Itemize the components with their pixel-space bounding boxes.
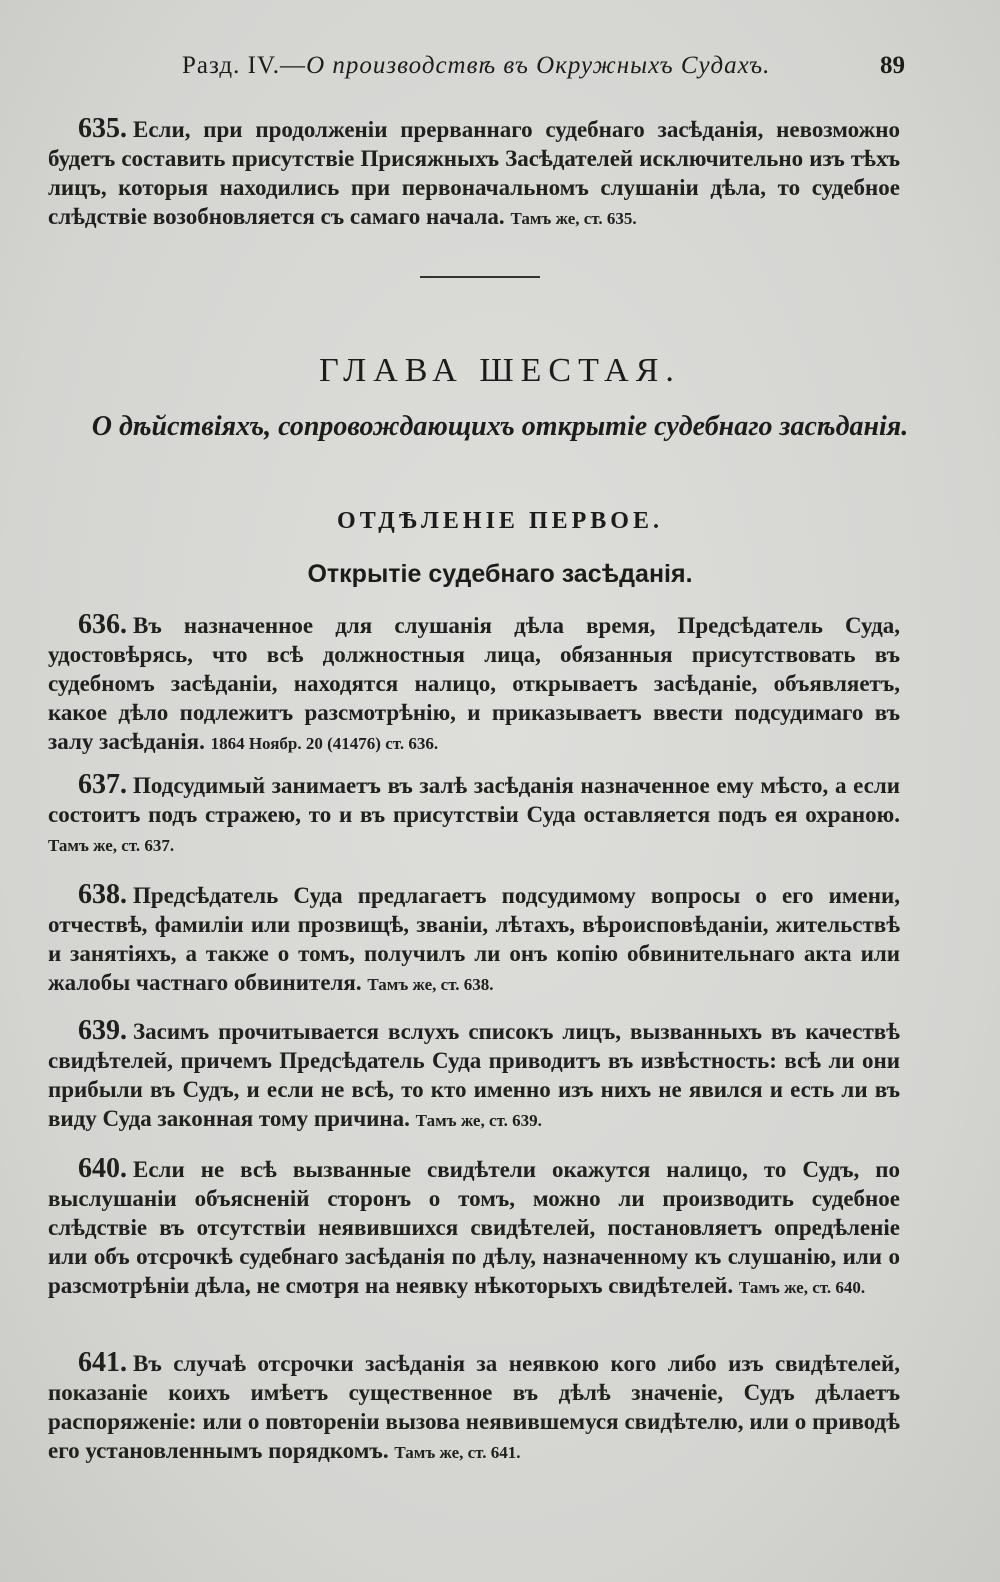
article-text: Въ случаѣ отсрочки засѣданія за неявкою кого либо изъ свидѣтелей, показаніе коихъ имѣетъ существенное въ дѣлѣ значеніе, Судъ дѣлаетъ распоряженіе: или о повтореніи вызова неявившемуся свидѣтелю, или о приводѣ его установленнымъ порядкомъ. xyxy=(48,1351,900,1463)
section-subtitle: Открытіе судебнаго засѣданія. xyxy=(307,560,693,588)
article-text: Въ назначенное для слушанія дѣла время, Предсѣдатель Суда, удостовѣрясь, что всѣ должностныя лица, обязанныя присутствовать въ судебномъ засѣданіи, находятся налицо, открываетъ засѣданіе, объявляетъ, какое дѣло подлежитъ разсмотрѣнію, и приказываетъ ввести подсудимаго въ залу засѣданія. xyxy=(48,613,900,754)
article-number: 636. xyxy=(78,609,127,640)
article-reference: Тамъ же, ст. 639. xyxy=(415,1111,542,1130)
separator-rule xyxy=(420,276,540,278)
article-paragraph xyxy=(48,770,900,860)
article-639 xyxy=(48,1016,900,1135)
article-text: Предсѣдатель Суда предлагаетъ подсудимому вопросы о его имени, отчествѣ, фамиліи или прозвищѣ, званіи, лѣтахъ, вѣроисповѣданіи, жительствѣ и занятіяхъ, а также о томъ, получилъ ли онъ копію обвинительнаго акта или жалобы частнаго обвинителя. xyxy=(48,883,900,995)
article-number: 640. xyxy=(78,1153,127,1184)
article-number: 638. xyxy=(78,879,127,910)
article-paragraph xyxy=(48,880,900,999)
article-number: 641. xyxy=(78,1347,127,1378)
article-number: 639. xyxy=(78,1015,127,1046)
article-636 xyxy=(48,610,900,758)
running-header xyxy=(0,52,1000,92)
article-paragraph xyxy=(48,610,900,758)
article-638 xyxy=(48,880,900,999)
article-number: 635. xyxy=(78,113,127,144)
article-reference: Тамъ же, ст. 640. xyxy=(738,1278,866,1297)
article-text: Засимъ прочитывается вслухъ списокъ лицъ, вызванныхъ въ качествѣ свидѣтелей, причемъ Предсѣдатель Суда приводитъ въ извѣстность: всѣ ли они прибыли въ Судъ, и если не всѣ, то кто именно изъ нихъ не явился и есть ли въ виду Суда законная тому причина. xyxy=(48,1019,900,1131)
article-reference: Тамъ же, ст. 638. xyxy=(367,975,494,994)
section-title: ОТДѢЛЕНІЕ ПЕРВОЕ. xyxy=(337,508,663,534)
article-641 xyxy=(48,1348,900,1467)
header-title-italic: О производствѣ въ Окружныхъ Судахъ. xyxy=(306,52,771,79)
header-title-prefix: Разд. IV.— xyxy=(182,52,307,79)
article-paragraph xyxy=(48,1154,900,1302)
article-paragraph xyxy=(48,114,900,233)
article-paragraph xyxy=(48,1016,900,1135)
article-text: Если, при продолженіи прерваннаго судебнаго засѣданія, невозможно будетъ составить присутствіе Присяжныхъ Засѣдателей исключительно изъ тѣхъ лицъ, которыя находились при первоначальномъ слушаніи дѣла, то судебное слѣдствіе возобновляется съ самаго начала. xyxy=(48,117,900,229)
chapter-subtitle: О дѣйствіяхъ, сопровождающихъ открытіе судебнаго засѣданія. xyxy=(91,411,909,442)
article-reference: Тамъ же, ст. 641. xyxy=(394,1443,521,1462)
article-reference: 1864 Ноябр. 20 (41476) ст. 636. xyxy=(210,734,439,753)
article-paragraph xyxy=(48,1348,900,1467)
article-reference: Тамъ же, ст. 635. xyxy=(510,209,637,228)
article-640 xyxy=(48,1154,900,1302)
article-635 xyxy=(48,114,900,233)
article-number: 637. xyxy=(78,769,127,800)
article-637 xyxy=(48,770,900,860)
article-text: Если не всѣ вызванные свидѣтели окажутся налицо, то Судъ, по выслушаніи объясненій сторонъ о томъ, можно ли производить судебное слѣдствіе въ отсутствіи неявившихся свидѣтелей, постановляетъ опредѣленіе или объ отсрочкѣ судебнаго засѣданія по дѣлу, назначенному къ слушанію, или о разсмотрѣніи дѣла, не смотря на неявку нѣкоторыхъ свидѣтелей. xyxy=(48,1157,900,1298)
header-title xyxy=(182,52,770,80)
chapter-title: ГЛАВА ШЕСТАЯ. xyxy=(319,352,681,389)
article-reference: Тамъ же, ст. 637. xyxy=(48,836,175,855)
page-number: 89 xyxy=(880,52,905,79)
article-text: Подсудимый занимаетъ въ залѣ засѣданія назначенное ему мѣсто, а если состоитъ подъ стражею, то и въ присутствіи Суда оставляется подъ ея охраною. xyxy=(48,773,900,827)
